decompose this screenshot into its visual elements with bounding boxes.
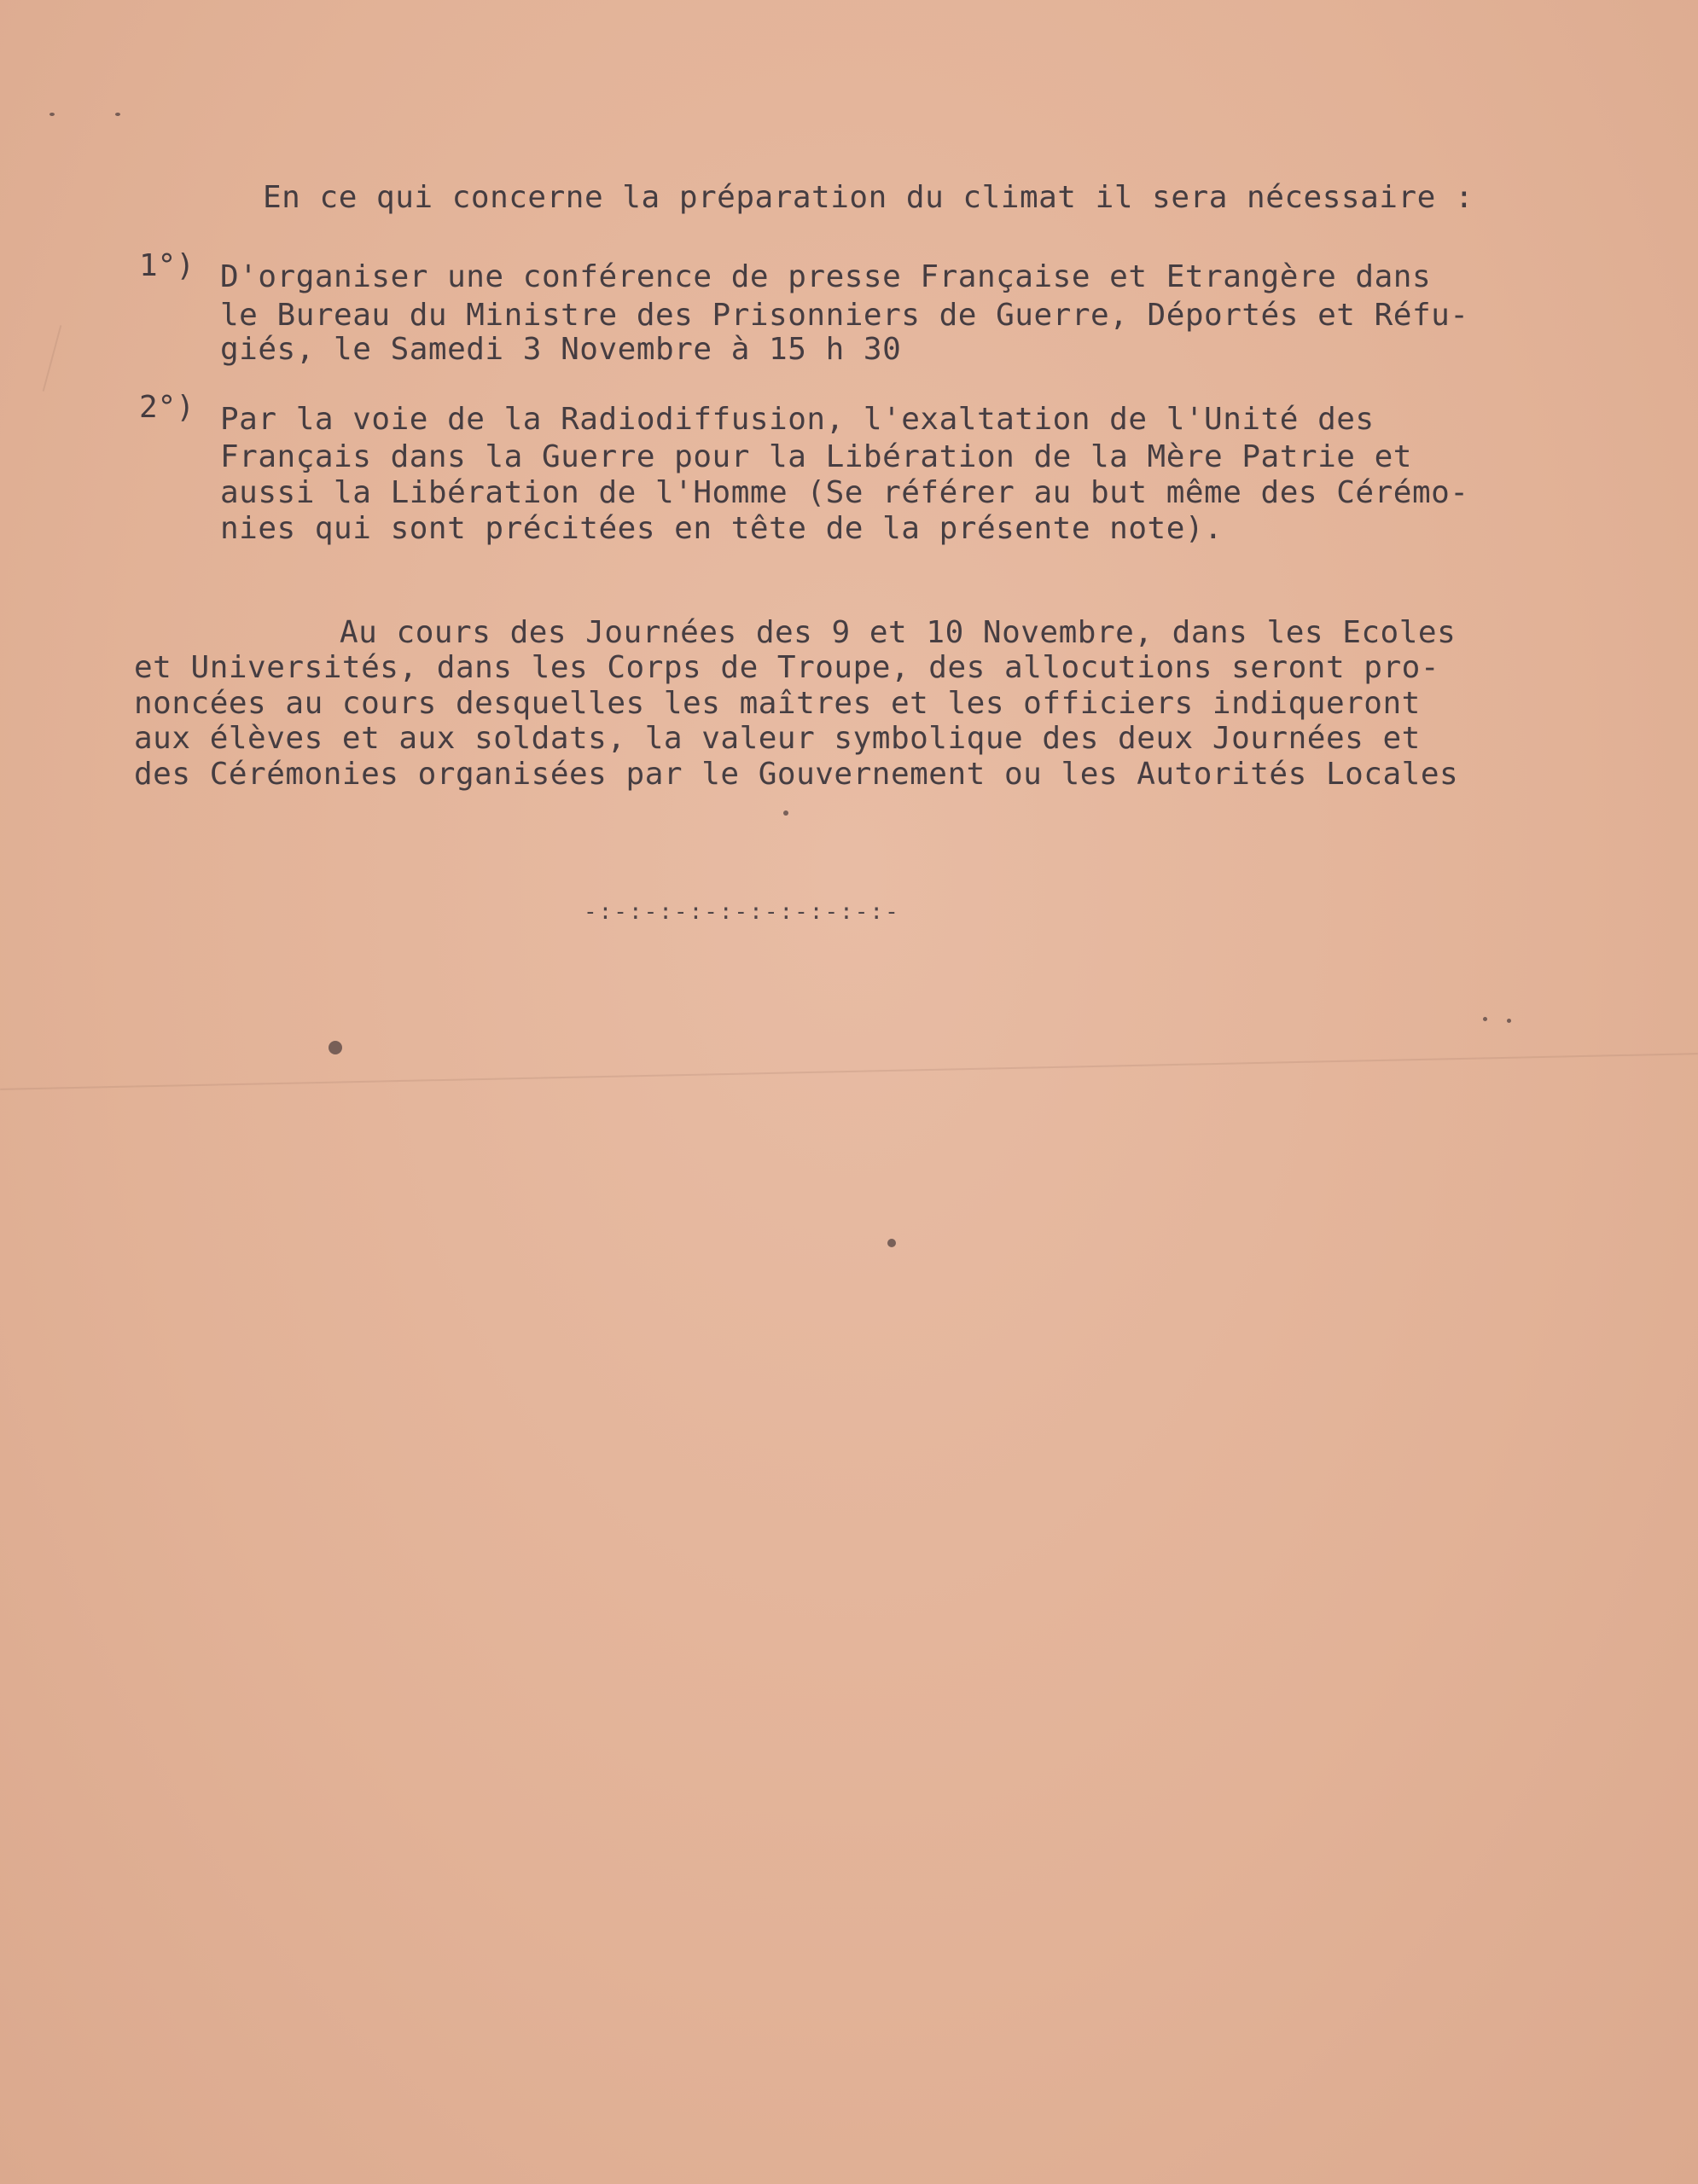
paper-crease — [0, 1053, 1698, 1090]
item-2-line: Par la voie de la Radiodiffusion, l'exaltation de l'Unité des — [220, 402, 1375, 437]
paper-speck — [1483, 1017, 1487, 1021]
paper-speck — [49, 113, 55, 116]
item-2-number: 2°) — [139, 390, 195, 425]
paper-speck — [1507, 1019, 1511, 1023]
paragraph-line: et Universités, dans les Corps de Troupe, des allocutions seront pro- — [134, 650, 1439, 685]
item-1-number: 1°) — [139, 248, 195, 283]
paper-crease — [43, 325, 62, 392]
paragraph-line: noncées au cours desquelles les maîtres et les officiers indiqueront — [134, 686, 1421, 721]
intro-text: En ce qui concerne la préparation du climat il sera nécessaire : — [263, 180, 1474, 215]
item-1-line: giés, le Samedi 3 Novembre à 15 h 30 — [220, 332, 902, 367]
item-2-line: nies qui sont précitées en tête de la présente note). — [220, 511, 1224, 546]
paragraph-line: des Cérémonies organisées par le Gouvernement ou les Autorités Locales — [134, 757, 1459, 792]
section-divider: -:-:-:-:-:-:-:-:-:-:- — [584, 899, 900, 925]
item-1-line: D'organiser une conférence de presse Française et Etrangère dans — [220, 259, 1432, 294]
paper-speck — [783, 810, 788, 816]
item-2-line: Français dans la Guerre pour la Libération de la Mère Patrie et — [220, 439, 1412, 474]
paper-speck — [887, 1239, 896, 1247]
item-2-line: aussi la Libération de l'Homme (Se référer au but même des Cérémo- — [220, 475, 1469, 510]
paper-speck — [115, 113, 120, 116]
paragraph-line: aux élèves et aux soldats, la valeur symbolique des deux Journées et — [134, 721, 1421, 756]
paragraph-line: Au cours des Journées des 9 et 10 Novembre, dans les Ecoles — [340, 615, 1457, 650]
item-1-line: le Bureau du Ministre des Prisonniers de Guerre, Déportés et Réfu- — [220, 298, 1469, 333]
paper-speck — [329, 1041, 342, 1054]
